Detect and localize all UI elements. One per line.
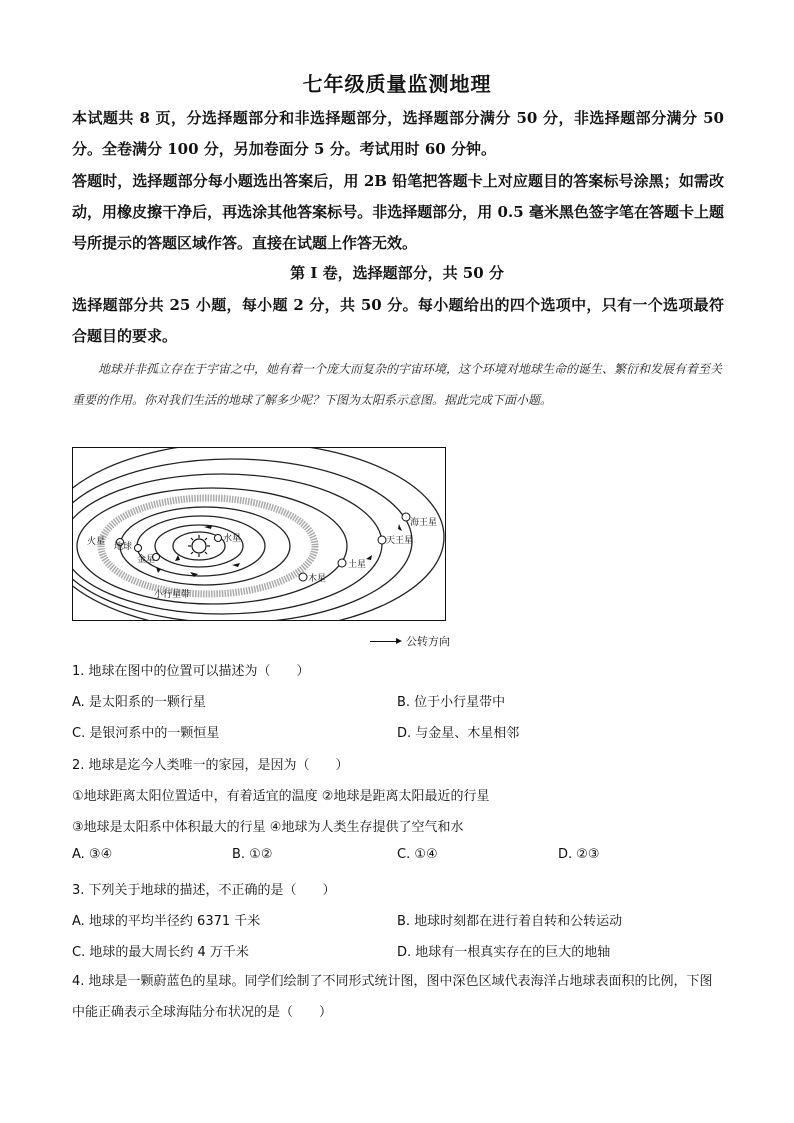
planet-uranus	[378, 536, 386, 544]
q1-option-a[interactable]: A. 是太阳系的一颗行星	[72, 695, 206, 710]
label-mars: 火星	[87, 537, 106, 547]
q3-option-c[interactable]: C. 地球的最大周长约 4 万千米	[72, 945, 249, 960]
planet-saturn	[338, 559, 346, 567]
notice-paragraph-1: 本试题共 8 页，分选择题部分和非选择题部分，选择题部分满分 50 分，非选择题部分满分 50 分。全卷满分 100 分，另加卷面分 5 分。考试用时 60 分钟。	[72, 109, 724, 158]
label-neptune: 海王星	[410, 518, 438, 528]
planet-mercury	[215, 535, 222, 542]
notice-paragraph-2: 答题时，选择题部分每小题选出答案后，用 2B 铅笔把答题卡上对应题目的答案标号涂黑；如需改动，用橡皮擦干净后，再选涂其他答案标号。非选择题部分，用 0.5 毫米黑色签字笔在答题卡上题号所提示的答题区域作答。直接在试题上作答无效。	[72, 172, 724, 252]
q1-option-b[interactable]: B. 位于小行星带中	[397, 695, 506, 710]
solar-system-diagram	[72, 447, 446, 621]
arrow-right-icon	[370, 641, 400, 642]
page-title: 七年级质量监测地理	[302, 72, 492, 96]
label-jupiter: 木星	[308, 574, 327, 584]
section-title: 第 I 卷，选择题部分，共 50 分	[290, 264, 504, 282]
intro-paragraph: 地球并非孤立存在于宇宙之中，她有着一个庞大而复杂的宇宙环境，这个环境对地球生命的诞生、繁衍和发展有着至关重要的作用。你对我们生活的地球了解多少呢？下图为太阳系示意图。据此完成下面小题。	[72, 362, 723, 407]
planet-earth	[135, 545, 142, 552]
q1-option-d[interactable]: D. 与金星、木星相邻	[397, 726, 520, 741]
planet-jupiter	[299, 573, 307, 581]
q1-option-c[interactable]: C. 是银河系中的一颗恒星	[72, 726, 220, 741]
section-instruction: 选择题部分共 25 小题，每小题 2 分，共 50 分。每小题给出的四个选项中，只有一个选项最符合题目的要求。	[72, 296, 724, 345]
q2-statement-2: ③地球是太阳系中体积最大的行星 ④地球为人类生存提供了空气和水	[72, 820, 464, 835]
solar-system-figure	[72, 447, 446, 621]
q2-option-c[interactable]: C. ①④	[397, 847, 438, 862]
planet-neptune	[402, 513, 410, 521]
question-3-stem: 3. 下列关于地球的描述，不正确的是（ ）	[72, 883, 336, 898]
label-uranus: 天王星	[386, 536, 414, 546]
q2-option-a[interactable]: A. ③④	[72, 847, 113, 862]
q2-statement-1: ①地球距离太阳位置适中，有着适宜的温度 ②地球是距离太阳最近的行星	[72, 789, 490, 804]
label-saturn: 土星	[348, 560, 367, 570]
q2-option-d[interactable]: D. ②③	[558, 847, 600, 862]
label-venus: 金星	[137, 555, 156, 565]
q2-option-b[interactable]: B. ①②	[232, 847, 273, 862]
q3-option-b[interactable]: B. 地球时刻都在进行着自转和公转运动	[397, 914, 623, 929]
q3-option-d[interactable]: D. 地球有一根真实存在的巨大的地轴	[397, 945, 611, 960]
legend-label: 公转方向	[406, 635, 450, 648]
label-asteroid-belt: 小行星带	[154, 590, 191, 600]
question-1-stem: 1. 地球在图中的位置可以描述为（ ）	[72, 664, 310, 679]
figure-legend	[370, 633, 450, 649]
question-4-stem: 4. 地球是一颗蔚蓝色的星球。同学们绘制了不同形式统计图，图中深色区域代表海洋占地球表面积的比例，下图中能正确表示全球海陆分布状况的是（ ）	[72, 974, 713, 1020]
label-mercury: 水星	[223, 534, 242, 544]
q3-option-a[interactable]: A. 地球的平均半径约 6371 千米	[72, 914, 261, 929]
label-earth: 地球	[114, 542, 133, 552]
question-2-stem: 2. 地球是迄今人类唯一的家园，是因为（ ）	[72, 758, 349, 773]
